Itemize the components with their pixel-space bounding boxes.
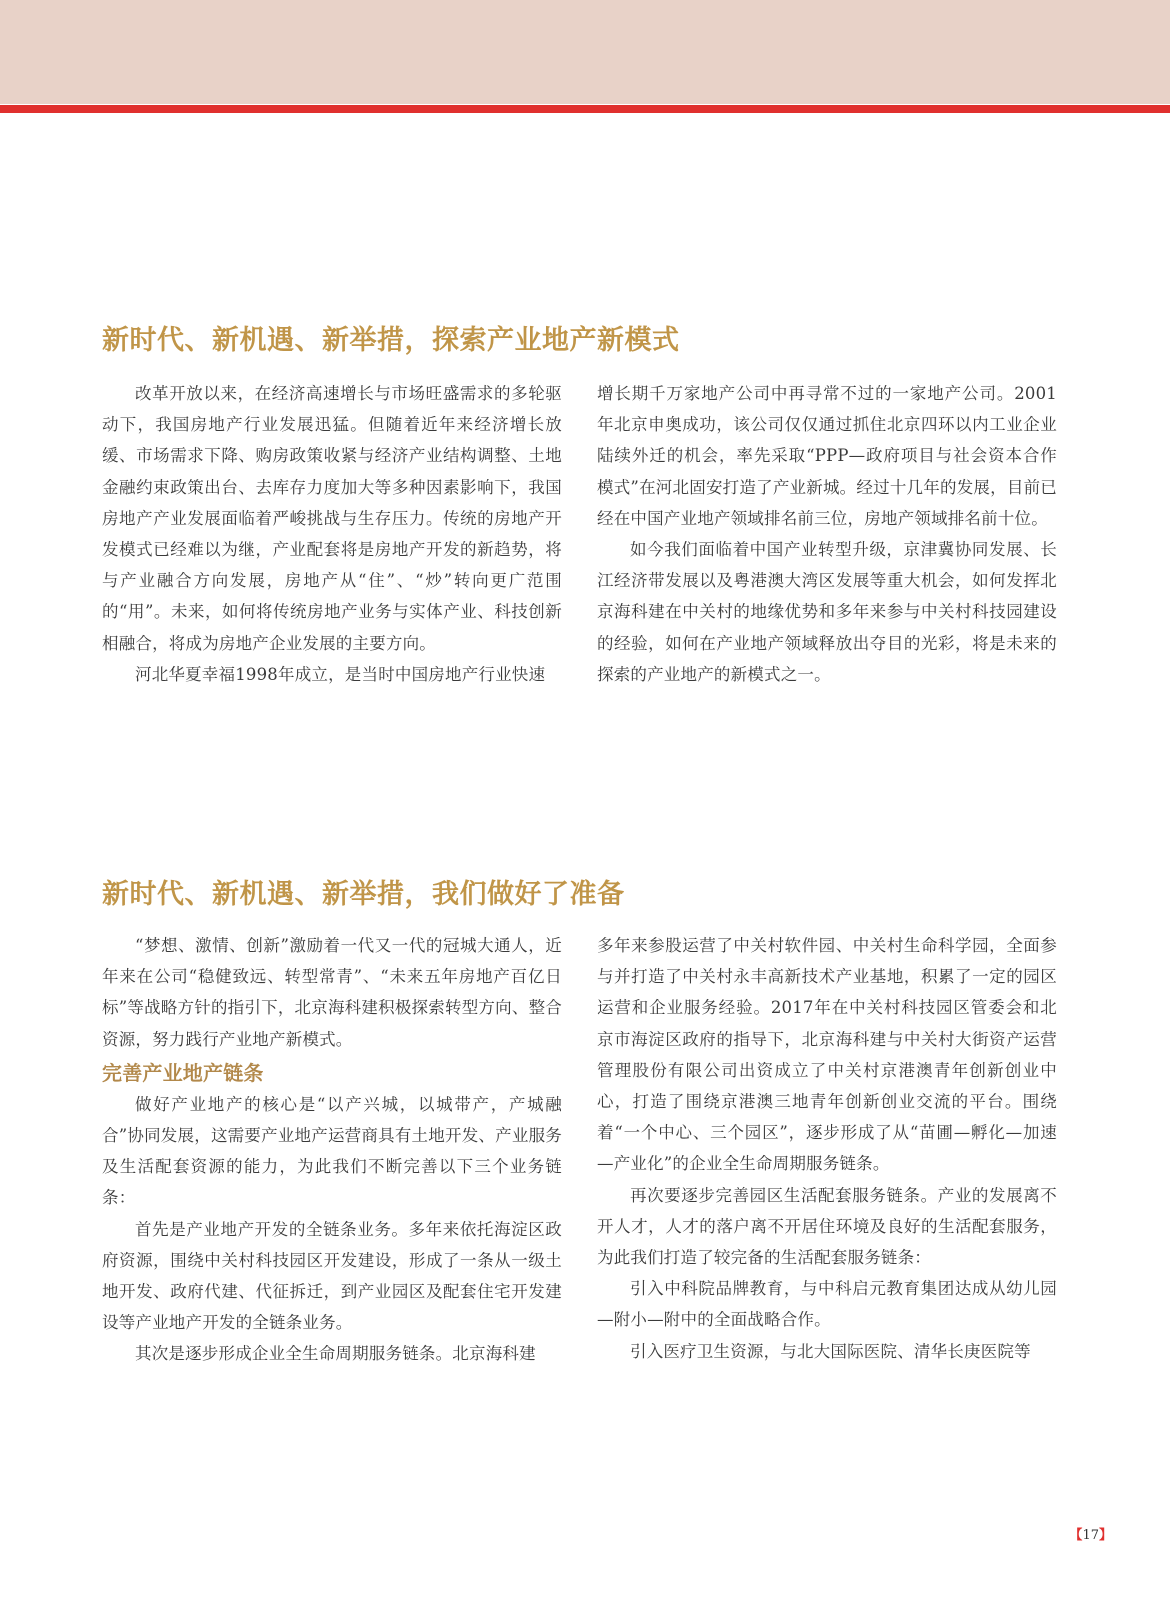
header-band [0, 0, 1170, 104]
paragraph: 河北华夏幸福1998年成立，是当时中国房地产行业快速 [135, 664, 546, 684]
paragraph: 其次是逐步形成企业全生命周期服务链条。北京海科建 [135, 1344, 536, 1364]
paragraph: 引入医疗卫生资源，与北大国际医院、清华长庚医院等 [630, 1341, 1031, 1361]
paragraph-continuation: 多年来参股运营了中关村软件园、中关村生命科学园，全面参与并打造了中关村永丰高新技术产业基地，积累了一定的园区运营和企业服务经验。2017年在中关村科技园区管委会和北京市海淀区政府的指导下，北京海科建与中关村大街资产运营管理股份有限公司出资成立了中关村京港澳青年创新创业中心，打造了围绕京港澳三地青年创新创业交流的平台。围绕着“一个中心、三个园区”，逐步形成了从“苗圃—孵化—加速—产业化”的企业全生命周期服务链条。 [597, 936, 1057, 1174]
bracket-left: 【 [1069, 1528, 1083, 1543]
paragraph: 引入中科院品牌教育，与中科启元教育集团达成从幼儿园—附小—附中的全面战略合作。 [597, 1279, 1057, 1330]
section1-left-column [102, 378, 562, 690]
page-number [1069, 1524, 1112, 1543]
section2-left-column [102, 930, 562, 1370]
section-title: 新时代、新机遇、新举措，我们做好了准备 [102, 879, 625, 910]
subheading: 完善产业地产链条 [102, 1060, 264, 1085]
paragraph: 首先是产业地产开发的全链条业务。多年来依托海淀区政府资源，围绕中关村科技园区开发建设，形成了一条从一级土地开发、政府代建、代征拆迁，到产业园区及配套住宅开发建设等产业地产开发的全链条业务。 [102, 1219, 562, 1333]
paragraph: 再次要逐步完善园区生活配套服务链条。产业的发展离不开人才，人才的落户离不开居住环境及良好的生活配套服务，为此我们打造了较完备的生活配套服务链条： [597, 1185, 1057, 1268]
paragraph: 做好产业地产的核心是“以产兴城，以城带产，产城融合”协同发展，这需要产业地产运营商具有土地开发、产业服务及生活配套资源的能力，为此我们不断完善以下三个业务链条： [102, 1094, 562, 1208]
section-title: 新时代、新机遇、新举措，探索产业地产新模式 [102, 325, 680, 356]
section1-right-column [597, 378, 1057, 690]
paragraph-continuation: 增长期千万家地产公司中再寻常不过的一家地产公司。2001年北京申奥成功，该公司仅仅通过抓住北京四环以内工业企业陆续外迁的机会，率先采取“PPP—政府项目与社会资本合作模式”在河北固安打造了产业新城。经过十几年的发展，目前已经在中国产业地产领域排名前三位，房地产领域排名前十位。 [597, 384, 1057, 528]
header-rule [0, 105, 1170, 113]
paragraph: “梦想、激情、创新”激励着一代又一代的冠城大通人，近年来在公司“稳健致远、转型常青”、“未来五年房地产百亿日标”等战略方针的指引下，北京海科建积极探索转型方向、整合资源，努力践行产业地产新模式。 [102, 936, 562, 1049]
paragraph: 改革开放以来，在经济高速增长与市场旺盛需求的多轮驱动下，我国房地产行业发展迅猛。但随着近年来经济增长放缓、市场需求下降、购房政策收紧与经济产业结构调整、土地金融约束政策出台、去库存力度加大等多种因素影响下，我国房地产产业发展面临着严峻挑战与生存压力。传统的房地产开发模式已经难以为继，产业配套将是房地产开发的新趋势，将与产业融合方向发展，房地产从“住”、“炒”转向更广范围的“用”。未来，如何将传统房地产业务与实体产业、科技创新相融合，将成为房地产企业发展的主要方向。 [102, 384, 562, 653]
paragraph: 如今我们面临着中国产业转型升级，京津冀协同发展、长江经济带发展以及粤港澳大湾区发展等重大机会，如何发挥北京海科建在中关村的地缘优势和多年来参与中关村科技园建设的经验，如何在产业地产领域释放出夺目的光彩，将是未来的探索的产业地产的新模式之一。 [597, 540, 1057, 684]
section2-right-column [597, 930, 1057, 1367]
bracket-right: 】 [1098, 1528, 1112, 1543]
page-number-value: 17 [1082, 1528, 1099, 1543]
